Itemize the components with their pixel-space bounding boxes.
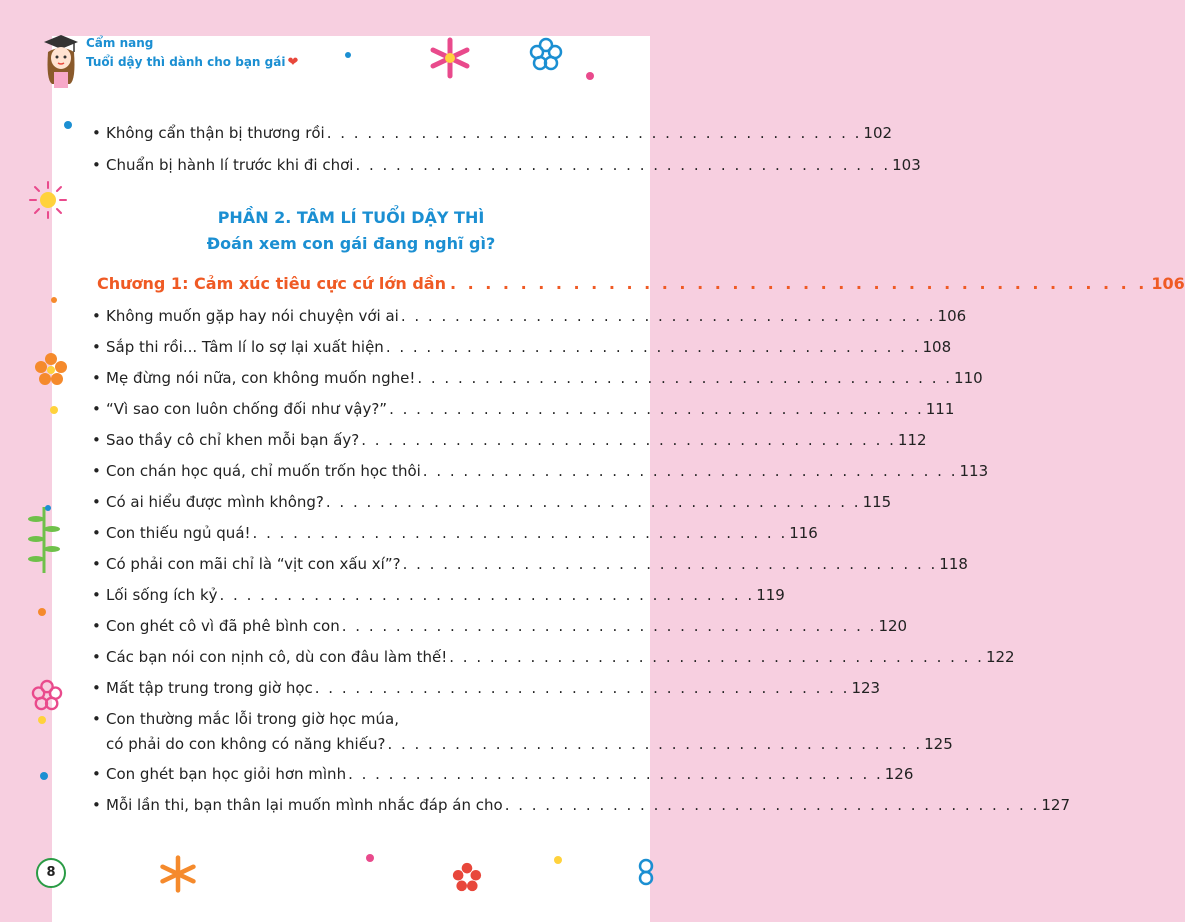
leader-dots: . . . . . . . . . . . . . . . . . . . . . . . . . . . . . . . . . . . . . . . . (422, 462, 958, 480)
toc-entry[interactable] (92, 369, 983, 387)
leader-dots: . . . . . . . . . . . . . . . . . . . . . . . . . . . . . . . . . . . . . . . . (219, 586, 755, 604)
toc-entry[interactable] (92, 555, 968, 573)
leader-dots: . . . . . . . . . . . . . . . . . . . . . . . . . . . . . . . . . . . . . . . . (361, 431, 896, 449)
book-header (40, 28, 300, 88)
toc-entry[interactable] (92, 586, 785, 604)
bullet-icon: • (92, 493, 101, 511)
toc-entry-page: 127 (1041, 796, 1071, 814)
toc-entry-text: Có phải con mãi chỉ là “vịt con xấu xí”? (106, 555, 401, 573)
bullet-icon: • (92, 338, 101, 356)
toc-entry[interactable] (92, 338, 952, 356)
toc-entry-text: Con thiếu ngủ quá! (106, 524, 251, 542)
leader-dots: . . . . . . . . . . . . . . . . . . . . . . . . . . . . . . . . . . . . . . . . (252, 524, 788, 542)
toc-entry-page: 106 (937, 307, 967, 325)
leader-dots: . . . . . . . . . . . . . . . . . . . . . . . . . . . . . . . . . . . . . . . . (326, 124, 862, 142)
bullet-icon: • (92, 400, 101, 418)
bullet-icon: • (92, 679, 101, 697)
leader-dots: . . . . . . . . . . . . . . . . . . . . . . . . . . . . . . . . . . . . . . . . (348, 765, 883, 783)
toc-entry-page: 112 (897, 431, 927, 449)
bullet-icon: • (92, 796, 101, 814)
toc-entry-text: Sắp thi rồi... Tâm lí lo sợ lại xuất hiện (106, 338, 384, 356)
bullet-icon: • (92, 586, 101, 604)
leader-dots: . . . . . . . . . . . . . . . . . . . . . . . . . . . . . . . . . . . . . . . . (449, 274, 1148, 293)
toc-entry[interactable] (92, 765, 914, 783)
toc-entry-text: Không cẩn thận bị thương rồi (106, 124, 325, 142)
toc-entry-text: Con thường mắc lỗi trong giờ học múa, (106, 710, 399, 728)
toc-entry-text: Lối sống ích kỷ (106, 586, 218, 604)
leader-dots: . . . . . . . . . . . . . . . . . . . . . . . . . . . . . . . . . . . . . . . . (325, 493, 861, 511)
bullet-icon: • (92, 524, 101, 542)
toc-entry[interactable] (92, 524, 818, 542)
toc-entry-page: 118 (939, 555, 968, 573)
toc-entry-page: 102 (863, 124, 893, 142)
toc-entry-text: Mẹ đừng nói nữa, con không muốn nghe! (106, 369, 416, 387)
toc-entry-page: 122 (985, 648, 1015, 666)
bullet-icon: • (92, 431, 101, 449)
toc-entry[interactable] (92, 679, 881, 697)
chapter-heading[interactable] (97, 274, 1185, 293)
leader-dots: . . . . . . . . . . . . . . . . . . . . . . . . . . . . . . . . . . . . . . . . (402, 555, 938, 573)
toc-entry-page: 125 (924, 735, 953, 753)
toc-entry-text: Mất tập trung trong giờ học (106, 679, 313, 697)
leader-dots: . . . . . . . . . . . . . . . . . . . . . . . . . . . . . . . . . . . . . . . . (314, 679, 850, 697)
leader-dots: . . . . . . . . . . . . . . . . . . . . . . . . . . . . . . . . . . . . . . . . (385, 338, 921, 356)
bullet-icon: • (92, 156, 101, 174)
bullet-icon: • (92, 617, 101, 635)
toc-entry[interactable] (92, 493, 892, 511)
leader-dots: . . . . . . . . . . . . . . . . . . . . . . . . . . . . . . . . . . . . . . . . (355, 156, 891, 174)
part-subtitle: Đoán xem con gái đang nghĩ gì? (206, 234, 496, 253)
bullet-icon: • (92, 462, 101, 480)
toc-entry-page: 103 (892, 156, 921, 174)
toc-entry[interactable] (92, 431, 927, 449)
leader-dots: . . . . . . . . . . . . . . . . . . . . . . . . . . . . . . . . . . . . . . . . (341, 617, 877, 635)
bullet-icon: • (92, 710, 101, 728)
leader-dots: . . . . . . . . . . . . . . . . . . . . . . . . . . . . . . . . . . . . . . . . (387, 735, 923, 753)
toc-entry-text: Con chán học quá, chỉ muốn trốn học thôi (106, 462, 421, 480)
toc-entry-page: 110 (954, 369, 983, 387)
toc-entry-text: Con ghét bạn học giỏi hơn mình (106, 765, 347, 783)
toc-entry-text: Các bạn nói con nịnh cô, dù con đâu làm thế! (106, 648, 448, 666)
toc-entry-page: 126 (884, 765, 914, 783)
toc-entry-page: 111 (925, 400, 955, 418)
toc-entry[interactable] (92, 617, 908, 635)
header-title: Cẩm nang (86, 36, 154, 50)
chapter-title: Chương 1: Cảm xúc tiêu cực cứ lớn dần (97, 274, 446, 293)
toc-entry[interactable] (92, 796, 1071, 814)
toc-entry-page: 108 (922, 338, 952, 356)
toc-entry[interactable] (92, 124, 893, 142)
toc-entry-page: 120 (878, 617, 908, 635)
bullet-icon: • (92, 307, 101, 325)
toc-entry-text: Chuẩn bị hành lí trước khi đi chơi (106, 156, 354, 174)
bullet-icon: • (92, 555, 101, 573)
girl-graduate-icon (40, 32, 82, 88)
toc-entry-page: 116 (789, 524, 818, 542)
toc-entry-text: Mỗi lần thi, bạn thân lại muốn mình nhắc đáp án cho (106, 796, 503, 814)
toc-entry-page: 123 (851, 679, 881, 697)
bullet-icon: • (92, 124, 101, 142)
bullet-icon: • (92, 369, 101, 387)
toc-entry-text: Không muốn gặp hay nói chuyện với ai (106, 307, 399, 325)
flower-outline-icon (530, 38, 562, 70)
toc-entry[interactable] (92, 648, 1015, 666)
star-doodle-icon (428, 36, 472, 80)
toc-entry-text: “Vì sao con luôn chống đối như vậy?” (106, 400, 388, 418)
leader-dots: . . . . . . . . . . . . . . . . . . . . . . . . . . . . . . . . . . . . . . . . (389, 400, 924, 418)
toc-entry[interactable] (92, 400, 955, 418)
leader-dots: . . . . . . . . . . . . . . . . . . . . . . . . . . . . . . . . . . . . . . . . (504, 796, 1040, 814)
toc-entry[interactable] (92, 462, 989, 480)
bullet-icon: • (92, 765, 101, 783)
header-subtitle: Tuổi dậy thì dành cho bạn gái ❤ (86, 55, 299, 70)
toc-entry-text: Có ai hiểu được mình không? (106, 493, 324, 511)
toc-entry-text: có phải do con không có năng khiếu? (106, 735, 386, 753)
toc-entry-page: 113 (959, 462, 989, 480)
toc-entry[interactable] (92, 156, 921, 174)
part-title: PHẦN 2. TÂM LÍ TUỔI DẬY THÌ (217, 208, 485, 227)
toc-entry[interactable] (92, 307, 967, 325)
toc-entry-text: Con ghét cô vì đã phê bình con (106, 617, 340, 635)
toc-entry-page: 115 (862, 493, 892, 511)
bullet-icon: • (92, 648, 101, 666)
page-number: 8 (36, 858, 66, 888)
toc-entry[interactable] (106, 735, 953, 753)
toc-entry-page: 119 (756, 586, 785, 604)
toc-entry-text: Sao thầy cô chỉ khen mỗi bạn ấy? (106, 431, 360, 449)
leader-dots: . . . . . . . . . . . . . . . . . . . . . . . . . . . . . . . . . . . . . . . . (400, 307, 936, 325)
heart-icon: ❤ (287, 55, 299, 70)
leader-dots: . . . . . . . . . . . . . . . . . . . . . . . . . . . . . . . . . . . . . . . . (449, 648, 984, 666)
chapter-page: 106 (1151, 274, 1185, 293)
leader-dots: . . . . . . . . . . . . . . . . . . . . . . . . . . . . . . . . . . . . . . . . (417, 369, 953, 387)
toc-entry-multiline[interactable] (92, 710, 399, 728)
